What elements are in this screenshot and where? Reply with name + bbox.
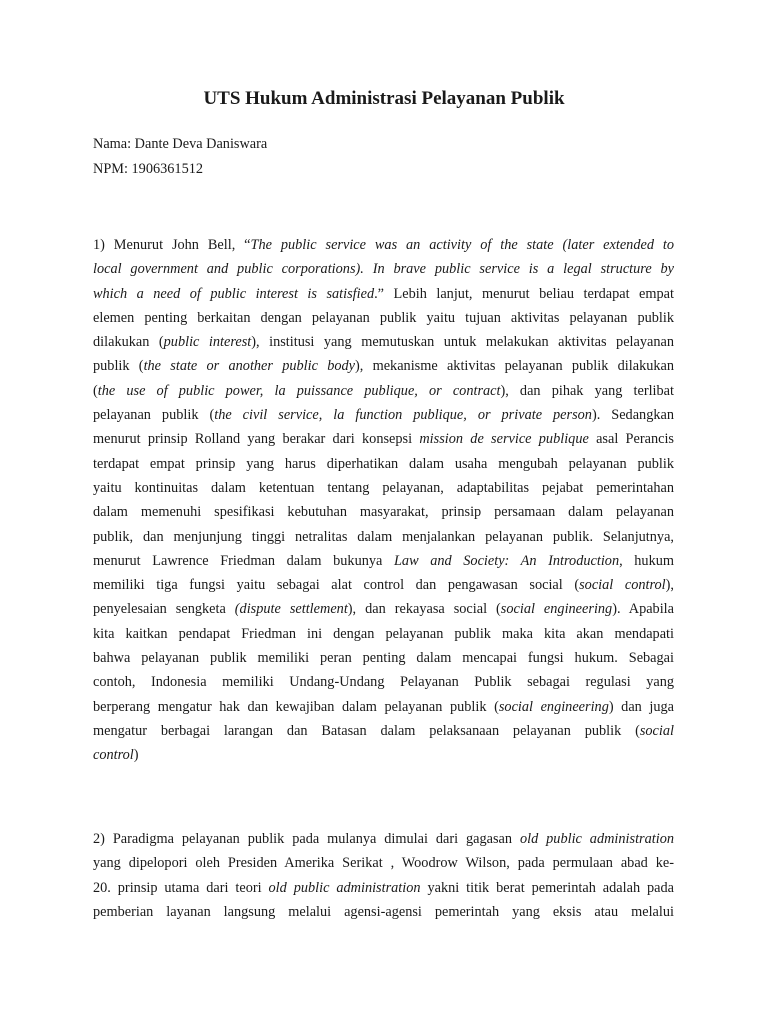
text-line: 2) Paradigma pelayanan publik pada mulanya dimulai dari gagasan old public administration bbox=[93, 831, 675, 847]
text-line: yaitu kontinuitas dalam ketentuan tentang pelayanan, adaptabilitas pejabat pemerintahan bbox=[93, 479, 674, 496]
text-line: dilakukan (public interest), institusi yang memutuskan untuk melakukan aktivitas pelayanan bbox=[93, 334, 674, 351]
text-line: contoh, Indonesia memiliki Undang-Undang Pelayanan Publik sebagai regulasi yang bbox=[93, 674, 674, 691]
text-line: pemberian layanan langsung melalui agensi-agensi pemerintah yang eksis atau melalui bbox=[93, 903, 674, 920]
text-line: yang dipelopori oleh Presiden Amerika Serikat , Woodrow Wilson, pada permulaan abad ke- bbox=[93, 855, 674, 872]
text-line: terdapat empat prinsip yang harus diperhatikan dalam usaha mengubah pelayanan publik bbox=[93, 455, 674, 472]
text-line: publik, dan menjunjung tinggi netralitas dalam menjalankan pelayanan publik. Selanjutnya, bbox=[93, 528, 674, 545]
text-line: 20. prinsip utama dari teori old public administration yakni titik berat pemerintah adalah pada bbox=[93, 879, 675, 896]
text-line: elemen penting berkaitan dengan pelayanan publik yaitu tujuan aktivitas pelayanan publik bbox=[93, 309, 674, 326]
text-line: dalam memenuhi spesifikasi kebutuhan masyarakat, prinsip persamaan dalam pelayanan bbox=[93, 504, 674, 521]
text-line: pelayanan publik (the civil service, la function publique, or private person). Sedangkan bbox=[93, 407, 674, 424]
text-line: kita kaitkan pendapat Friedman ini dengan pelayanan publik maka kita akan mendapati bbox=[93, 625, 674, 642]
text-line: publik (the state or another public body), mekanisme aktivitas pelayanan publik dilakukan bbox=[93, 358, 675, 375]
student-name: Nama: Dante Deva Daniswara bbox=[93, 136, 268, 152]
text-line: 1) Menurut John Bell, “The public service was an activity of the state (later extended to bbox=[93, 237, 674, 253]
text-line: menurut Lawrence Friedman dalam bukunya Law and Society: An Introduction, hukum bbox=[93, 552, 674, 569]
text-line: berperang mengatur hak dan kewajiban dalam pelayanan publik (social engineering) dan juga bbox=[93, 698, 675, 715]
text-line: (the use of public power, la puissance publique, or contract), dan pihak yang terlibat bbox=[93, 382, 674, 399]
text-line: menurut prinsip Rolland yang berakar dari konsepsi mission de service publique asal Perancis bbox=[93, 431, 674, 448]
text-line: penyelesaian sengketa (dispute settlement), dan rekayasa social (social engineering). Apabila bbox=[93, 601, 674, 618]
text-line: which a need of public interest is satisfied.” Lebih lanjut, menurut beliau terdapat empat bbox=[93, 285, 674, 302]
text-line: local government and public corporations). In brave public service is a legal structure by bbox=[93, 261, 674, 278]
text-line: mengatur berbagai larangan dan Batasan dalam pelaksanaan pelayanan publik (social bbox=[93, 722, 674, 739]
student-npm: NPM: 1906361512 bbox=[93, 161, 204, 177]
text-line: memiliki tiga fungsi yaitu sebagai alat control dan pengawasan social (social control), bbox=[93, 577, 674, 594]
paragraph-answer-2 bbox=[93, 827, 674, 924]
document-title: UTS Hukum Administrasi Pelayanan Publik bbox=[203, 88, 565, 109]
student-info bbox=[93, 134, 267, 184]
text-line: bahwa pelayanan publik memiliki peran penting dalam mencapai fungsi hukum. Sebagai bbox=[93, 650, 674, 667]
paragraph-answer-1 bbox=[93, 233, 674, 768]
text-line: control) bbox=[93, 747, 139, 764]
